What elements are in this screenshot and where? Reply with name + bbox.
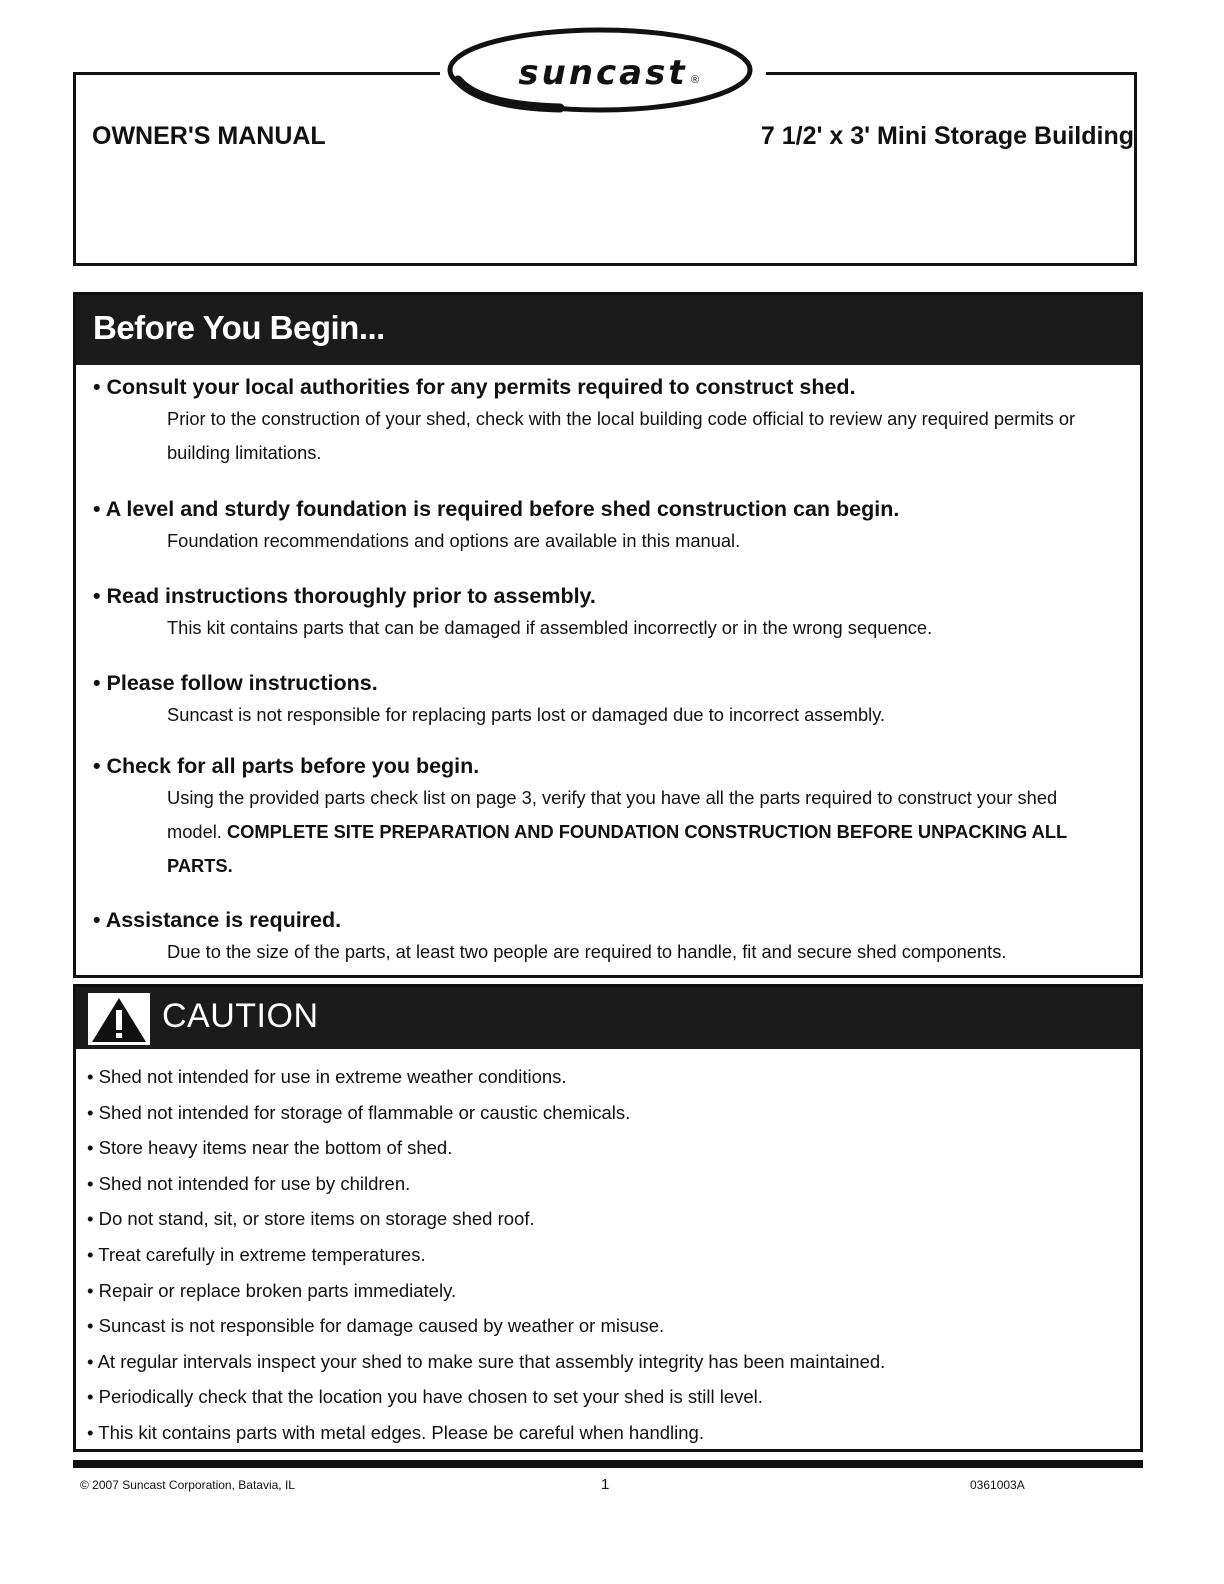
footer-divider	[73, 1460, 1143, 1468]
list-item: • Do not stand, sit, or store items on storage shed roof.	[87, 1208, 535, 1230]
warning-triangle-icon	[88, 993, 150, 1045]
item-heading: • Assistance is required.	[93, 908, 342, 932]
registered-mark: ®	[691, 74, 700, 86]
copyright: © 2007 Suncast Corporation, Batavia, IL	[80, 1478, 295, 1492]
manual-title: OWNER'S MANUAL	[92, 122, 326, 150]
list-item	[93, 668, 1133, 732]
page-number: 1	[601, 1476, 610, 1493]
item-body: Prior to the construction of your shed, check with the local building code official to review any required permits or building limitations.	[167, 408, 1076, 463]
list-item	[93, 905, 1133, 969]
list-item: • This kit contains parts with metal edges. Please be careful when handling.	[87, 1421, 704, 1443]
before-you-begin-title: Before You Begin...	[76, 295, 1140, 365]
brand-name: suncast	[518, 53, 688, 93]
product-title: 7 1/2' x 3' Mini Storage Building	[760, 122, 1134, 150]
item-body: Due to the size of the parts, at least two people are required to handle, fit and secure shed components.	[167, 941, 1007, 962]
caution-header	[76, 987, 1140, 1049]
list-item: • Shed not intended for use in extreme weather conditions.	[87, 1066, 567, 1087]
item-body	[93, 781, 1107, 883]
item-heading: • A level and sturdy foundation is required before shed construction can begin.	[93, 497, 900, 521]
document-code: 0361003A	[970, 1478, 1025, 1492]
caution-title: CAUTION	[162, 997, 319, 1035]
list-item: • Store heavy items near the bottom of shed.	[87, 1137, 453, 1159]
list-item	[93, 581, 1133, 645]
item-heading: • Consult your local authorities for any permits required to construct shed.	[93, 375, 856, 399]
item-body-text: Using the provided parts check list on page 3, verify that you have all the parts required to construct your shed model.	[167, 787, 1058, 842]
before-you-begin-section	[73, 292, 1143, 978]
list-item: • Periodically check that the location you have chosen to set your shed is still level.	[87, 1386, 763, 1408]
item-heading: • Check for all parts before you begin.	[93, 754, 480, 778]
list-item: • Shed not intended for use by children.	[87, 1172, 411, 1194]
item-heading: • Read instructions thoroughly prior to assembly.	[93, 584, 596, 608]
item-body-emphasis: COMPLETE SITE PREPARATION AND FOUNDATION CONSTRUCTION BEFORE UNPACKING ALL PARTS.	[167, 821, 1067, 876]
caution-list	[87, 1059, 885, 1451]
list-item	[93, 494, 1133, 558]
list-item: • Treat carefully in extreme temperatures.	[87, 1243, 426, 1265]
item-heading: • Please follow instructions.	[93, 671, 378, 695]
list-item: • Suncast is not responsible for damage caused by weather or misuse.	[87, 1315, 665, 1337]
item-body: Foundation recommendations and options are available in this manual.	[167, 530, 741, 551]
caution-section	[73, 984, 1143, 1452]
list-item	[93, 751, 1133, 883]
list-item	[93, 372, 1133, 470]
item-body: Suncast is not responsible for replacing parts lost or damaged due to incorrect assembly.	[167, 704, 886, 725]
list-item: • At regular intervals inspect your shed to make sure that assembly integrity has been maintained.	[87, 1350, 886, 1372]
list-item: • Repair or replace broken parts immediately.	[87, 1279, 457, 1301]
suncast-logo	[440, 24, 766, 116]
item-body: This kit contains parts that can be damaged if assembled incorrectly or in the wrong sequence.	[167, 617, 933, 638]
list-item: • Shed not intended for storage of flammable or caustic chemicals.	[87, 1101, 631, 1123]
